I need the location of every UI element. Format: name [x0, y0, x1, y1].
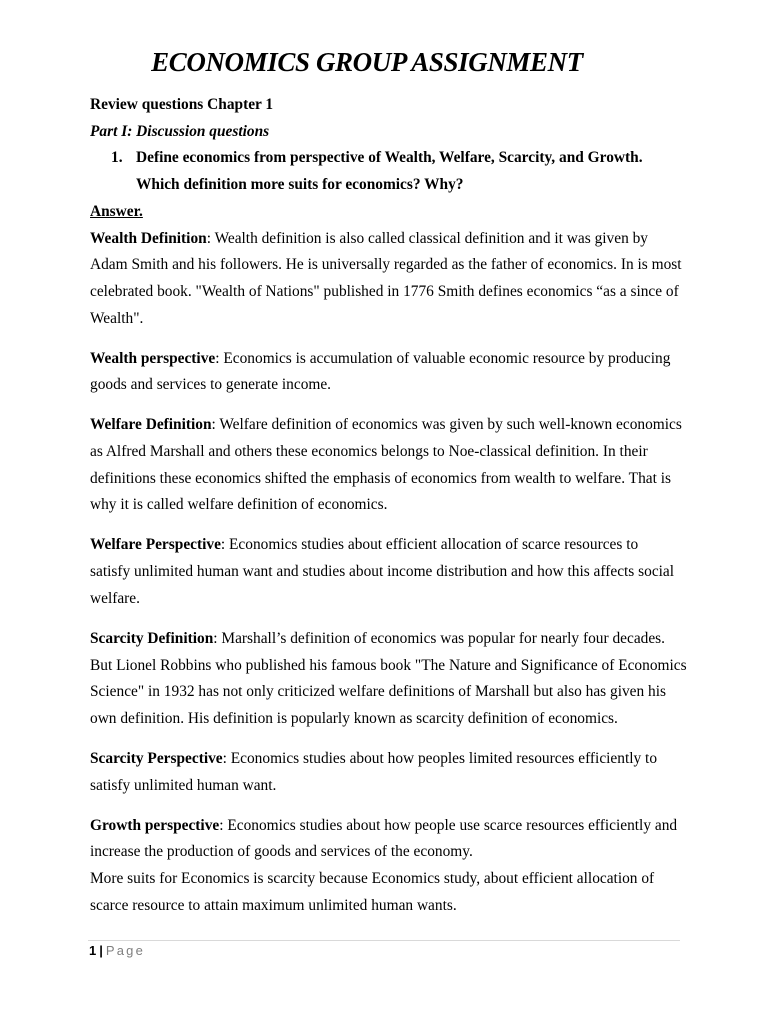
text-line: increase the production of goods and services of the economy. [90, 843, 473, 861]
paragraph-welfare-perspective [90, 532, 680, 612]
text-line: definitions these economics shifted the emphasis of economics from wealth to welfare. That is [90, 469, 671, 487]
text-line: scarce resource to attain maximum unlimited human wants. [90, 896, 457, 914]
footer-separator: | [99, 943, 103, 958]
page-footer [89, 941, 145, 961]
page-number: 1 [89, 943, 97, 958]
text-line: goods and services to generate income. [90, 376, 332, 394]
document-title: ECONOMICS GROUP ASSIGNMENT [151, 47, 583, 77]
paragraph-growth-perspective [90, 813, 680, 920]
text-line: why it is called welfare definition of economics. [90, 496, 388, 514]
document-body [90, 92, 687, 933]
text-line: Adam Smith and his followers. He is universally regarded as the father of economics. In is most [90, 256, 682, 274]
paragraph-scarcity-perspective [90, 746, 680, 799]
text-line: satisfy unlimited human want and studies about income distribution and how this affects social [90, 563, 675, 581]
term-wealth-perspective: Wealth perspective [90, 349, 216, 367]
paragraph-welfare-definition [90, 412, 680, 519]
footer-divider [88, 940, 680, 941]
text-line: celebrated book. "Wealth of Nations" published in 1776 Smith defines economics “as a since of [90, 282, 679, 300]
page-label: Page [105, 943, 146, 958]
text-line: Wealth". [90, 309, 144, 327]
question-line-1: Define economics from perspective of Wealth, Welfare, Scarcity, and Growth. [136, 149, 643, 167]
text-line: : Wealth definition is also called classical definition and it was given by [206, 229, 648, 247]
text-line: own definition. His definition is popularly known as scarcity definition of economics. [90, 709, 618, 727]
part-heading: Part I: Discussion questions [90, 122, 270, 140]
text-line: But Lionel Robbins who published his famous book "The Nature and Significance of Economics [90, 656, 687, 674]
question-1 [90, 145, 680, 198]
answer-label: Answer. [90, 202, 143, 220]
text-line: : Economics is accumulation of valuable economic resource by producing [215, 349, 671, 367]
term-scarcity-definition: Scarcity Definition [90, 629, 214, 647]
term-welfare-definition: Welfare Definition [90, 416, 212, 434]
text-line: : Economics studies about efficient allocation of scarce resources to [220, 536, 639, 554]
paragraph-wealth-perspective [90, 346, 680, 399]
paragraph-scarcity-definition [90, 626, 687, 733]
text-line: : Economics studies about how people use scarce resources efficiently and [219, 816, 678, 834]
text-line: as Alfred Marshall and others these economics belongs to Noe-classical definition. In their [90, 443, 648, 461]
question-number: 1. [111, 149, 123, 167]
text-line: welfare. [90, 589, 140, 607]
text-line: Science" in 1932 has not only criticized welfare definitions of Marshall but also has given his [90, 683, 667, 701]
review-heading: Review questions Chapter 1 [90, 96, 274, 113]
text-line: : Marshall’s definition of economics was popular for nearly four decades. [213, 629, 666, 647]
text-line: More suits for Economics is scarcity because Economics study, about efficient allocation of [90, 870, 655, 888]
text-line: : Welfare definition of economics was given by such well-known economics [211, 416, 682, 434]
paragraph-wealth-definition [90, 226, 680, 333]
term-welfare-perspective: Welfare Perspective [90, 536, 221, 554]
text-line: satisfy unlimited human want. [90, 776, 277, 794]
term-scarcity-perspective: Scarcity Perspective [90, 749, 223, 767]
term-wealth-definition: Wealth Definition [90, 229, 207, 247]
text-line: : Economics studies about how peoples limited resources efficiently to [222, 749, 658, 767]
question-line-2: Which definition more suits for economics? Why? [136, 176, 464, 194]
term-growth-perspective: Growth perspective [90, 816, 220, 834]
